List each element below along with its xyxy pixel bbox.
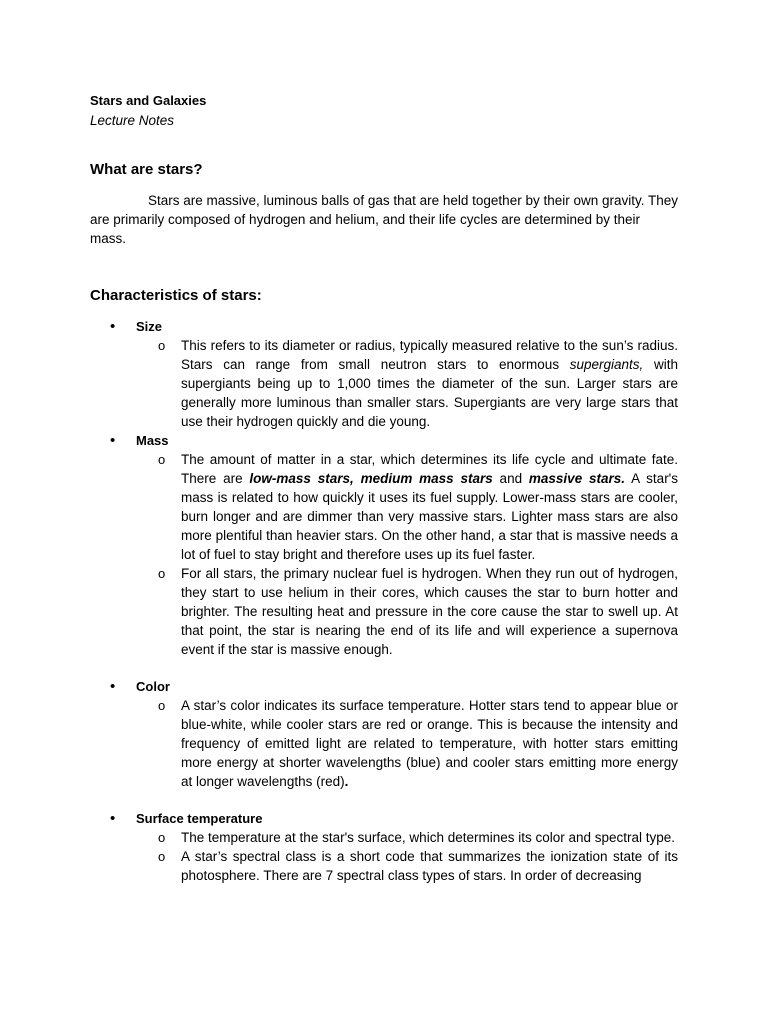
size-text-c: with supergiants being up to 1,000 times the diameter of the sun. Larger stars are generally more luminous than smaller stars. Supergiants are very large stars that use their hydrogen quickly and die young. [181, 357, 678, 429]
sub-item-temperature-2 [0, 847, 678, 885]
document-subtitle: Lecture Notes [90, 113, 175, 128]
bullet-size [0, 317, 768, 431]
mass-text-massive: massive stars. [528, 471, 626, 486]
sub-bullet-icon: o [158, 566, 166, 581]
sub-item-size-1 [0, 336, 678, 431]
temperature-text-1: The temperature at the star's surface, which determines its color and spectral type. [181, 830, 676, 845]
bullet-label-size: Size [136, 319, 163, 334]
sub-bullet-icon: o [158, 452, 166, 467]
bullet-label-color: Color [136, 679, 170, 694]
bullet-label-surface-temperature: Surface temperature [136, 811, 263, 826]
mass-text-and: and [492, 471, 529, 486]
document-title: Stars and Galaxies [90, 93, 207, 108]
bullet-icon: • [110, 318, 116, 335]
bullet-color [0, 677, 768, 791]
intro-paragraph: Stars are massive, luminous balls of gas that are held together by their own gravity. They are primarily composed of hydrogen and helium, and their life cycles are determined by their mass. [90, 193, 679, 246]
temperature-text-2: A star’s spectral class is a short code that summarizes the ionization state of its photosphere. There are 7 spectral class types of stars. In order of decreasing [181, 849, 678, 883]
mass-text-a: The amount of matter in a star, which determines its life cycle and ultimate fate. There are [181, 452, 678, 486]
color-text-a: A star’s color indicates its surface temperature. Hotter stars tend to appear blue or blue-white, while cooler stars are red or orange. This is because the intensity and frequency of emitted light are related to temperature, with hotter stars emitting more energy at shorter wavelengths (blue) and cooler stars emitting more energy at longer wavelengths (red) [181, 698, 678, 789]
bullet-mass [0, 431, 768, 659]
bullet-label-mass: Mass [136, 433, 169, 448]
color-text-period: . [344, 774, 349, 789]
sub-bullet-icon: o [158, 849, 166, 864]
bullet-icon: • [110, 810, 116, 827]
mass-text-low-medium: low-mass stars, medium mass stars [249, 471, 493, 486]
sub-item-color-1 [0, 696, 678, 791]
size-text-supergiants: supergiants, [569, 357, 644, 372]
heading-what-are-stars: What are stars? [90, 161, 203, 178]
sub-bullet-icon: o [158, 830, 166, 845]
sub-item-temperature-1 [0, 828, 678, 847]
heading-characteristics: Characteristics of stars: [90, 287, 262, 304]
bullet-icon: • [110, 678, 116, 695]
bullet-icon: • [110, 432, 116, 449]
mass-text-2: For all stars, the primary nuclear fuel is hydrogen. When they run out of hydrogen, they start to use helium in their cores, which causes the star to burn hotter and brighter. The resulting heat and pressure in the core cause the star to swell up. At that point, the star is nearing the end of its life and will experience a supernova event if the star is massive enough. [181, 566, 678, 657]
sub-bullet-icon: o [158, 338, 166, 353]
bullet-surface-temperature [0, 809, 768, 885]
sub-item-mass-1 [0, 450, 678, 564]
mass-text-e: A star's mass is related to how quickly it uses its fuel supply. Lower-mass stars are cooler, burn longer and are dimmer than very massive stars. Lighter mass stars are also more plentiful than heavier stars. On the other hand, a star that is massive needs a lot of fuel to stay bright and therefore uses up its fuel faster. [181, 471, 679, 562]
sub-bullet-icon: o [158, 698, 166, 713]
sub-item-mass-2 [0, 564, 678, 659]
size-text-a: This refers to its diameter or radius, typically measured relative to the sun’s radius. Stars can range from small neutron stars to enormous [181, 338, 678, 372]
